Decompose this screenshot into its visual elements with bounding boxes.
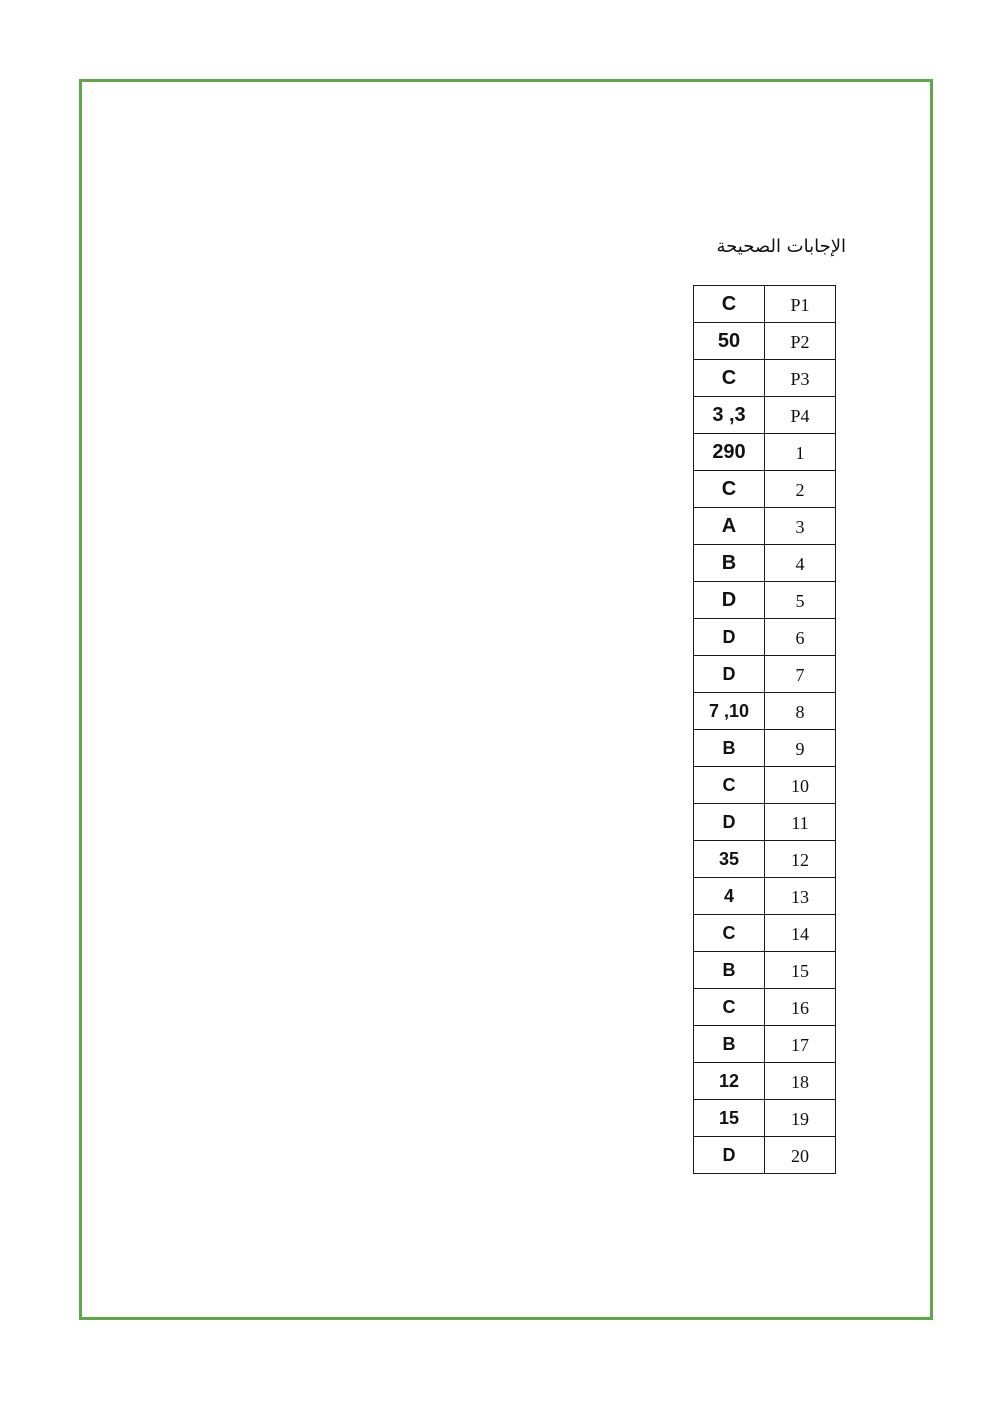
question-number-cell: P3 (765, 360, 836, 397)
answer-cell: B (694, 1026, 765, 1063)
table-row (694, 767, 836, 804)
answer-cell: D (694, 804, 765, 841)
table-row (694, 323, 836, 360)
table-row (694, 841, 836, 878)
answer-cell: C (694, 360, 765, 397)
answer-cell: B (694, 730, 765, 767)
answer-cell: 15 (694, 1100, 765, 1137)
answer-cell: 12 (694, 1063, 765, 1100)
answer-cell: C (694, 989, 765, 1026)
table-row (694, 915, 836, 952)
question-number-cell: 2 (765, 471, 836, 508)
question-number-cell: P4 (765, 397, 836, 434)
table-row (694, 619, 836, 656)
question-number-cell: 5 (765, 582, 836, 619)
table-row (694, 730, 836, 767)
table-row (694, 397, 836, 434)
question-number-cell: 14 (765, 915, 836, 952)
question-number-cell: 1 (765, 434, 836, 471)
question-number-cell: 7 (765, 656, 836, 693)
question-number-cell: 6 (765, 619, 836, 656)
table-row (694, 434, 836, 471)
answer-cell: B (694, 545, 765, 582)
question-number-cell: 8 (765, 693, 836, 730)
table-row (694, 1137, 836, 1174)
question-number-cell: P2 (765, 323, 836, 360)
table-row (694, 508, 836, 545)
question-number-cell: 20 (765, 1137, 836, 1174)
question-number-cell: 18 (765, 1063, 836, 1100)
table-row (694, 1063, 836, 1100)
answer-cell: D (694, 656, 765, 693)
answer-cell: C (694, 767, 765, 804)
question-number-cell: 4 (765, 545, 836, 582)
answer-cell: D (694, 582, 765, 619)
question-number-cell: 3 (765, 508, 836, 545)
answer-cell: D (694, 619, 765, 656)
table-row (694, 1026, 836, 1063)
table-row (694, 878, 836, 915)
table-row (694, 471, 836, 508)
table-row (694, 656, 836, 693)
question-number-cell: 9 (765, 730, 836, 767)
question-number-cell: 17 (765, 1026, 836, 1063)
answers-table (693, 285, 836, 1174)
question-number-cell: 12 (765, 841, 836, 878)
answer-cell: C (694, 471, 765, 508)
question-number-cell: 11 (765, 804, 836, 841)
table-row (694, 582, 836, 619)
table-row (694, 804, 836, 841)
table-row (694, 1100, 836, 1137)
table-row (694, 545, 836, 582)
question-number-cell: 13 (765, 878, 836, 915)
table-row (694, 989, 836, 1026)
question-number-cell: 16 (765, 989, 836, 1026)
answer-cell: A (694, 508, 765, 545)
table-row (694, 693, 836, 730)
answer-cell: B (694, 952, 765, 989)
answer-cell: C (694, 286, 765, 323)
answer-cell: 35 (694, 841, 765, 878)
answer-cell: C (694, 915, 765, 952)
question-number-cell: 10 (765, 767, 836, 804)
question-number-cell: 19 (765, 1100, 836, 1137)
answer-cell: 7 ,10 (694, 693, 765, 730)
table-row (694, 360, 836, 397)
answers-title: الإجابات الصحيحة (716, 236, 846, 257)
table-row (694, 952, 836, 989)
question-number-cell: P1 (765, 286, 836, 323)
answer-cell: 290 (694, 434, 765, 471)
question-number-cell: 15 (765, 952, 836, 989)
answer-cell: 50 (694, 323, 765, 360)
answer-cell: D (694, 1137, 765, 1174)
table-row (694, 286, 836, 323)
answer-cell: 4 (694, 878, 765, 915)
answer-cell: 3 ,3 (694, 397, 765, 434)
